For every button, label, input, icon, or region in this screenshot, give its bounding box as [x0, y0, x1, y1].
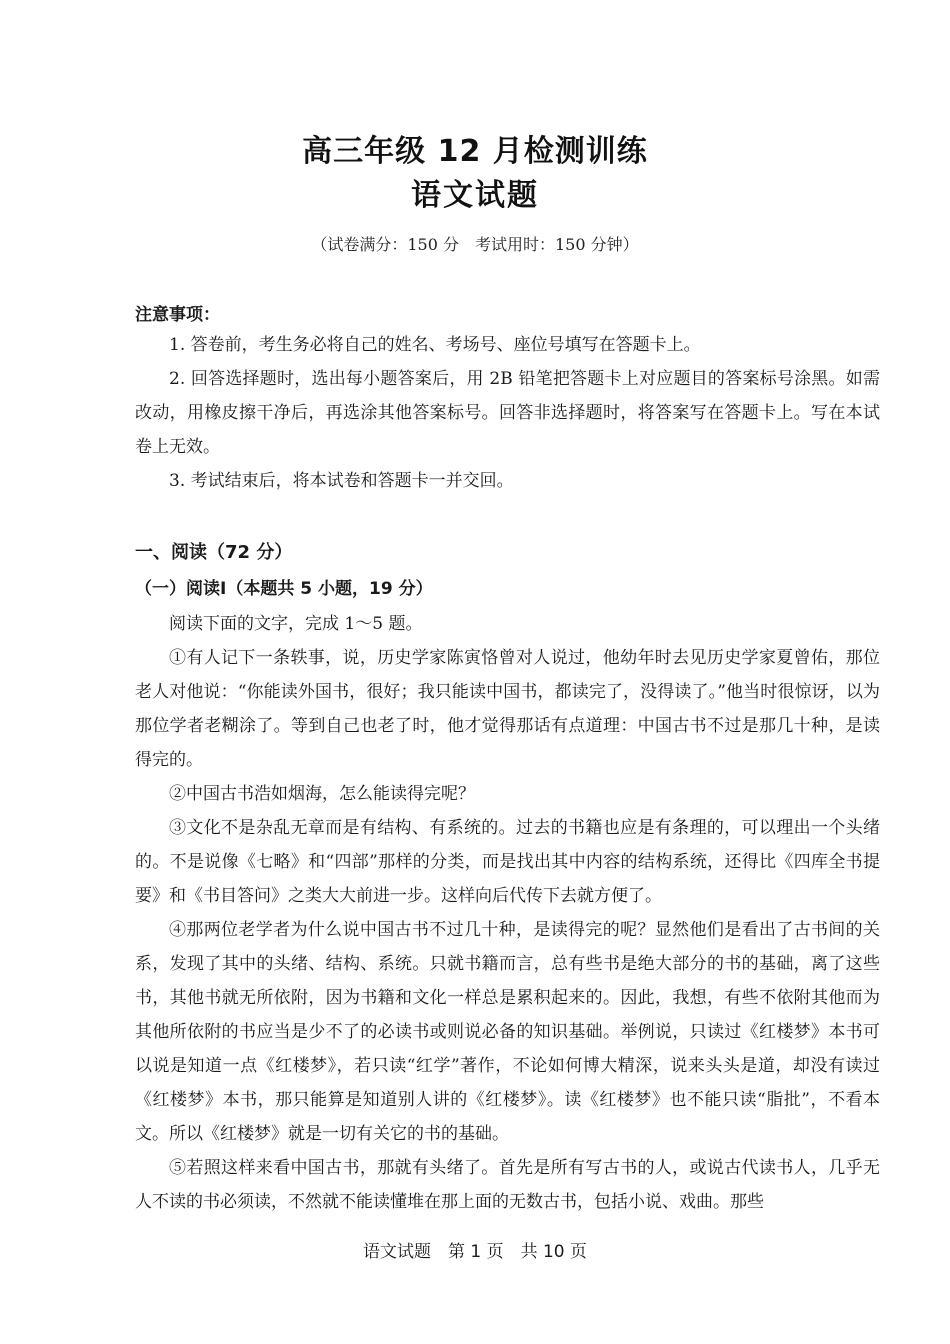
passage-paragraph: ①有人记下一条轶事，说，历史学家陈寅恪曾对人说过，他幼年时去见历史学家夏曾佑，那位老人对他说：“你能读外国书，很好；我只能读中国书，都读完了，没得读了。”他当时很惊讶，以为那位学者老糊涂了。等到自己也老了时，他才觉得那话有点道理：中国古书不过是那几十种，是读得完的。	[135, 648, 880, 770]
part-title: （一）阅读Ⅰ（本题共 5 小题，19 分）	[135, 579, 433, 599]
page-footer: 语文试题 第 1 页 共 10 页	[362, 1242, 588, 1262]
passage-paragraph: ②中国古书浩如烟海，怎么能读得完呢？	[169, 784, 475, 804]
subject-title: 语文试题	[411, 178, 539, 213]
notice-list	[135, 328, 880, 498]
instruction: 阅读下面的文字，完成 1～5 题。	[169, 614, 423, 634]
exam-info: （试卷满分：150 分 考试用时：150 分钟）	[311, 235, 639, 254]
exam-title: 高三年级 12 月检测训练	[302, 134, 648, 169]
notice-item: 3. 考试结束后，将本试卷和答题卡一并交回。	[169, 471, 514, 491]
notice-item: 2. 回答选择题时，选出每小题答案后，用 2B 铅笔把答题卡上对应题目的答案标号涂黑。如需改动，用橡皮擦干净后，再选涂其他答案标号。回答非选择题时，将答案写在答题卡上。写在本试卷上无效。	[135, 369, 880, 457]
passage-paragraph: ⑤若照这样来看中国古书，那就有头绪了。首先是所有写古书的人，或说古代读书人，几乎无人不读的书必须读，不然就不能读懂堆在那上面的无数古书，包括小说、戏曲。那些	[135, 1158, 880, 1212]
notice-title: 注意事项：	[135, 305, 220, 325]
passage-paragraph: ④那两位老学者为什么说中国古书不过几十种，是读得完的呢？显然他们是看出了古书间的关系，发现了其中的头绪、结构、系统。只就书籍而言，总有些书是绝大部分的书的基础，离了这些书，其他书就无所依附，因为书籍和文化一样总是累积起来的。因此，我想，有些不依附其他而为其他所依附的书应当是少不了的必读书或则说必备的知识基础。举例说，只读过《红楼梦》本书可以说是知道一点《红楼梦》，若只读“红学”著作，不论如何博大精深，说来头头是道，却没有读过《红楼梦》本书，那只能算是知道别人讲的《红楼梦》。读《红楼梦》也不能只读“脂批”，不看本文。所以《红楼梦》就是一切有关它的书的基础。	[135, 920, 880, 1144]
section-title: 一、阅读（72 分）	[135, 542, 293, 563]
reading-passage	[135, 607, 880, 1219]
notice-item: 1. 答卷前，考生务必将自己的姓名、考场号、座位号填写在答题卡上。	[169, 335, 701, 355]
passage-paragraph: ③文化不是杂乱无章而是有结构、有系统的。过去的书籍也应是有条理的，可以理出一个头绪的。不是说像《七略》和“四部”那样的分类，而是找出其中内容的结构系统，还得比《四库全书提要》和《书目答问》之类大大前进一步。这样向后代传下去就方便了。	[135, 818, 880, 906]
